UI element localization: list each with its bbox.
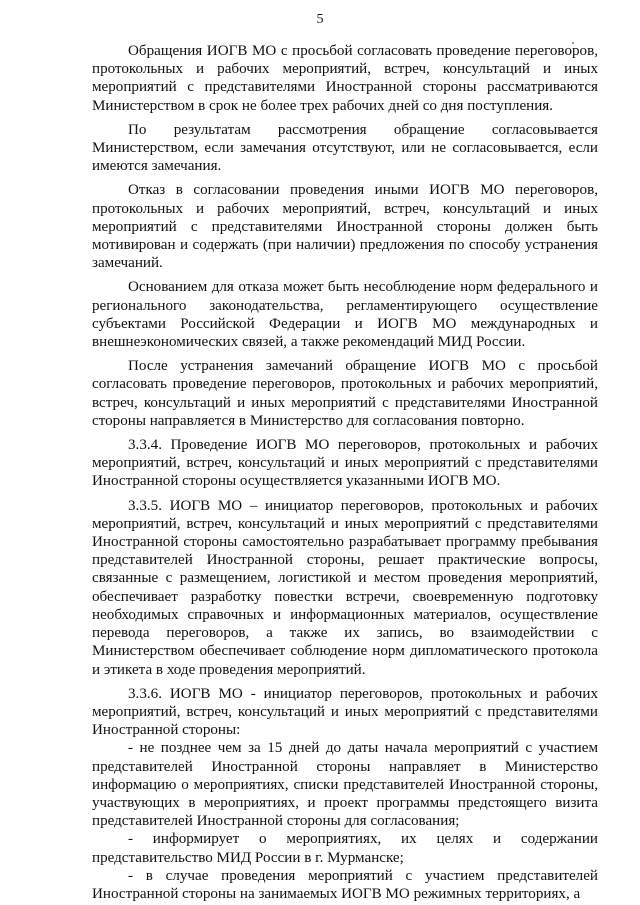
paragraph-resubmission: После устранения замечаний обращение ИОГВ МО с просьбой согласовать проведение переговоров, протокольных и рабочих мероприятий, встреч, консультаций и иных мероприятий с представителями Иностранной стороны направляется в Министерство для согласования повторно. bbox=[92, 358, 598, 429]
paragraph-review-results: По результатам рассмотрения обращение согласовывается Министерством, если замечания отсутствуют, или не согласовывается, если имеются замечания. bbox=[92, 121, 598, 175]
document-body bbox=[92, 42, 598, 903]
list-item-inform-mfa: - информирует о мероприятиях, их целях и содержании представительство МИД России в г. Мурманске; bbox=[92, 831, 598, 866]
list-item-notify-ministry: - не позднее чем за 15 дней до даты начала мероприятий с участием представителей Иностранной стороны направляет в Министерство информацию о мероприятиях, списки представителей Иностранной стороны, участвующих в мероприятиях, и проект программы предстоящего визита представителей Иностранной стороны для согласования; bbox=[92, 740, 598, 830]
page-number: 5 bbox=[316, 12, 324, 27]
list-item-restricted-territories: - в случае проведения мероприятий с участием представителей Иностранной стороны на занимаемых ИОГВ МО режимных территориях, а bbox=[92, 867, 598, 902]
paragraph-3-3-5: 3.3.5. ИОГВ МО – инициатор переговоров, протокольных и рабочих мероприятий, встреч, консультаций и иных мероприятий с представителями Иностранной стороны самостоятельно разрабатывает программу пребывания представителей Иностранной стороны, решает практические вопросы, связанные с размещением, логистикой и местом проведения мероприятий, обеспечивает разработку повестки встречи, своевременную подготовку необходимых справочных и информационных материалов, осуществление перевода переговоров, а также их запись, во взаимодействии с Министерством обеспечивает соблюдение норм дипломатического протокола и этикета в ходе проведения мероприятий. bbox=[92, 497, 598, 678]
paragraph-3-3-6: 3.3.6. ИОГВ МО - инициатор переговоров, протокольных и рабочих мероприятий, встреч, консультаций и иных мероприятий с представителями Иностранной стороны: bbox=[92, 685, 598, 739]
paragraph-3-3-4: 3.3.4. Проведение ИОГВ МО переговоров, протокольных и рабочих мероприятий, встреч, консультаций и иных мероприятий с представителями Иностранной стороны осуществляется указанными ИОГВ МО. bbox=[92, 437, 598, 490]
paragraph-refusal-grounds: Основанием для отказа может быть несоблюдение норм федерального и регионального законодательства, регламентирующего осуществление субъектами Российской Федерации и ИОГВ МО международных и внешнеэкономических связей, а также рекомендаций МИД России. bbox=[92, 279, 598, 351]
paragraph-refusal-reasoning: Отказ в согласовании проведения иными ИОГВ МО переговоров, протокольных и рабочих мероприятий, встреч, консультаций и иных мероприятий с представителями Иностранной стороны должен быть мотивирован и содержать (при наличии) предложения по способу устранения замечаний. bbox=[92, 182, 598, 272]
paragraph-appeals-review: Обращения ИОГВ МО с просьбой согласовать проведение переговоров, протокольных и рабочих мероприятий, встреч, консультаций и иных мероприятий с представителями Иностранной стороны рассматриваются Министерством в срок не более трех рабочих дней со дня поступления. bbox=[92, 43, 598, 114]
